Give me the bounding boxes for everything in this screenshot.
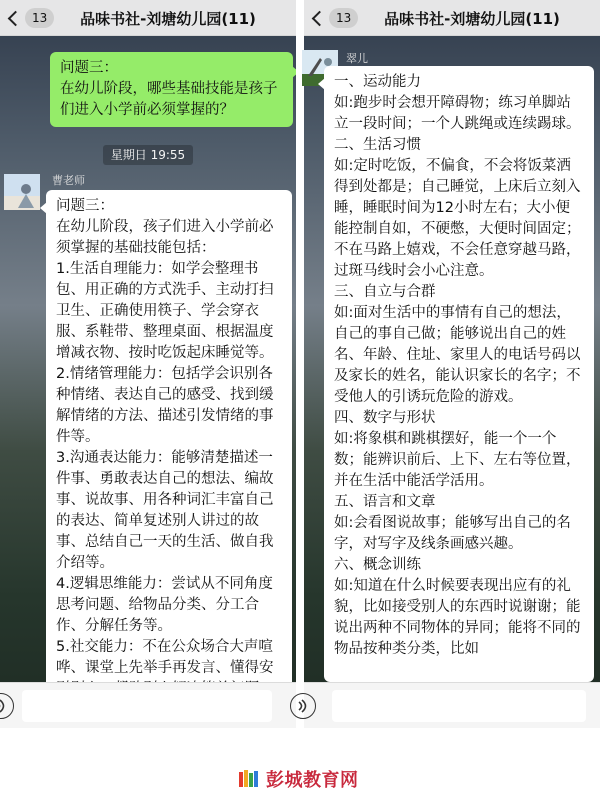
sender-name: 翠儿 — [346, 52, 368, 65]
voice-icon[interactable] — [0, 693, 14, 719]
unread-count-badge: 13 — [25, 8, 54, 28]
outgoing-message[interactable]: 问题三： 在幼儿阶段，哪些基础技能是孩子们进入小学前必须掌握的？ — [50, 52, 293, 127]
incoming-message[interactable]: 问题三： 在幼儿阶段，孩子们进入小学前必须掌握的基础技能包括： 1.生活自理能力：如学会整理书包、用正确的方式洗手、主动打扫卫生、正确使用筷子、学会穿衣服、系鞋带、整理桌面、根据温度增减衣物、按时吃饭起床睡觉等。 2.情绪管理能力：包括学会识别各种情绪、表达自己的感受、找到缓解情绪的方法、描述引发情绪的事件等。 3.沟通表达能力：能够清楚描述一件事、勇敢表达自己的想法、编故事、说故事、用各种词汇丰富自己的表达、简单复述别人讲过的故事、总结自己一天的生活、做自我介绍等。 4.逻辑思维能力：尝试从不同角度思考问题、给物品分类、分工合作、分解任务等。 5.社交能力：不在公众场合大声喧哗、课堂上先举手再发言、懂得安 — [46, 190, 292, 690]
message-input-bar — [0, 682, 296, 728]
incoming-message[interactable]: 一、运动能力 如:跑步时会想开障碍物；练习单脚站立一段时间；一个人跳绳或连续踢球。 二、生活习惯 如:定时吃饭，不偏食，不会将饭菜洒得到处都是；自己睡觉，上床后立刻入睡，睡眠时间为12小时左右；大小便能控制自如，不硬憋，大便时间固定；不在马路上嬉戏，不会任意穿越马路，过斑马线时会小心注意。 三、自立与合群 如:面对生活中的事情有自己的想法，自己的事自己做；能够说出自己的姓名、年龄、住址、家里人的电话号码以及家长的姓名，能认识家长的名字；不受他人的引诱玩危险的游戏。 四、数字与形状 如:将象棋和跳棋摆好，能一个一个数；能辨识前后、上下、左右等位置，并在生活中能活学活用。 五、语言和文章 如:会看图说故事；能够写出自己的名字，对写字及线条画感兴趣。 六、概念训练 如:知道在什么时候要表现出应有的礼貌，比如接受别人的东西时说谢谢；能说出两种不同物体的异同；能将不同的物品按种类分类，比如 — [324, 66, 594, 682]
message-input[interactable] — [332, 690, 586, 722]
chat-title: 品味书社-刘塘幼儿园(11) — [80, 10, 256, 28]
back-button[interactable] — [308, 7, 358, 29]
back-button[interactable] — [4, 7, 54, 29]
message-timestamp: 星期日 19:55 — [0, 144, 296, 163]
chat-screen-left — [0, 0, 296, 728]
logo-text: 彭城教育网 — [266, 770, 359, 791]
site-logo — [238, 766, 359, 792]
panel-divider — [296, 0, 304, 728]
message-input[interactable] — [22, 690, 272, 722]
chat-header — [0, 0, 296, 36]
back-chevron-icon — [312, 10, 328, 26]
unread-count-badge: 13 — [329, 8, 358, 28]
chat-header — [304, 0, 600, 36]
message-input-bar — [304, 682, 600, 728]
chat-screen-right — [304, 0, 600, 728]
chat-title: 品味书社-刘塘幼儿园(11) — [384, 10, 560, 28]
sender-avatar[interactable] — [4, 174, 40, 210]
book-logo-icon — [238, 768, 260, 790]
voice-icon[interactable] — [290, 693, 316, 719]
back-chevron-icon — [8, 10, 24, 26]
sender-name: 曹老师 — [52, 174, 85, 187]
